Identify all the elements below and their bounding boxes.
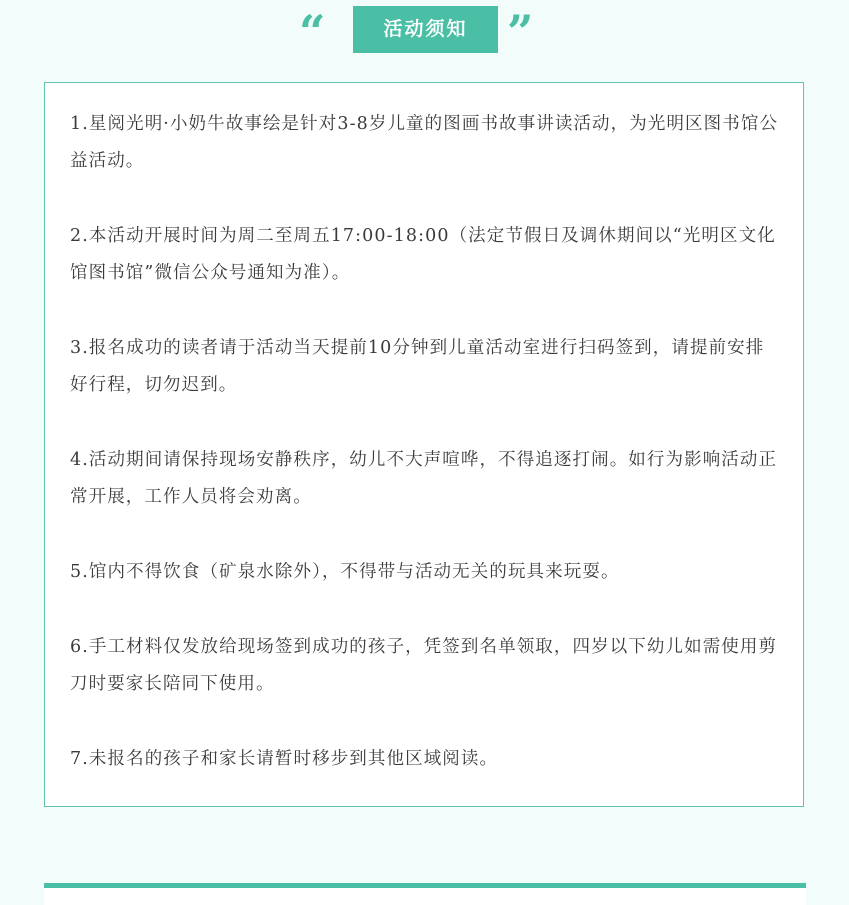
notice-item-7: 7.未报名的孩子和家长请暂时移步到其他区域阅读。: [70, 749, 499, 769]
section-header: [0, 5, 849, 59]
notice-item-2: 2.本活动开展时间为周二至周五17:00-18:00（法定节假日及调休期间以“光明区文化馆图书馆”微信公众号通知为准）。: [70, 226, 776, 283]
open-quote-icon: “: [299, 5, 326, 59]
notice-item-4: 4.活动期间请保持现场安静秩序，幼儿不大声喧哗，不得追逐打闹。如行为影响活动正常开展，工作人员将会劝离。: [70, 450, 778, 507]
next-section-card: [44, 888, 806, 905]
section-title: 活动须知: [353, 6, 498, 53]
close-quote-icon: ”: [507, 5, 534, 59]
notice-item-1: 1.星阅光明·小奶牛故事绘是针对3-8岁儿童的图画书故事讲读活动，为光明区图书馆公益活动。: [70, 114, 779, 171]
notice-item-3: 3.报名成功的读者请于活动当天提前10分钟到儿童活动室进行扫码签到，请提前安排好行程，切勿迟到。: [70, 338, 765, 395]
notice-item-5: 5.馆内不得饮食（矿泉水除外），不得带与活动无关的玩具来玩耍。: [70, 562, 620, 582]
notice-box: [44, 82, 804, 807]
notice-item-6: 6.手工材料仅发放给现场签到成功的孩子，凭签到名单领取，四岁以下幼儿如需使用剪刀时要家长陪同下使用。: [70, 637, 778, 694]
